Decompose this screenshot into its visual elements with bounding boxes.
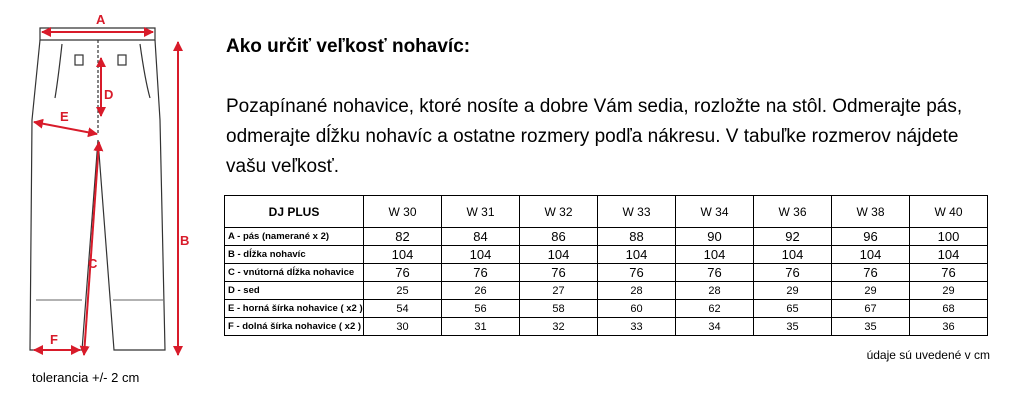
table-cell: 34 (676, 318, 754, 336)
measurement-lines (34, 32, 178, 355)
size-header: W 33 (598, 196, 676, 228)
row-label: E - horná šírka nohavice ( x2 ) (225, 300, 364, 318)
table-cell: 92 (754, 228, 832, 246)
table-cell: 68 (910, 300, 988, 318)
table-corner: DJ PLUS (225, 196, 364, 228)
table-row (225, 264, 988, 282)
table-cell: 76 (520, 264, 598, 282)
row-label: B - dĺžka nohavíc (225, 246, 364, 264)
size-header: W 31 (442, 196, 520, 228)
table-row (225, 246, 988, 264)
trousers-outline (30, 28, 165, 350)
instructions-text: Pozapínané nohavice, ktoré nosíte a dobre Vám sedia, rozložte na stôl. Odmerajte pás, odmerajte dĺžku nohavíc a ostatne rozmery podľa nákresu. V tabuľke rozmerov nájdete vašu veľkosť. (226, 96, 963, 177)
table-cell: 35 (754, 318, 832, 336)
table-cell: 96 (832, 228, 910, 246)
table-cell: 62 (676, 300, 754, 318)
table-cell: 90 (676, 228, 754, 246)
table-row (225, 318, 988, 336)
table-cell: 76 (754, 264, 832, 282)
table-row (225, 228, 988, 246)
table-cell: 28 (598, 282, 676, 300)
table-cell: 26 (442, 282, 520, 300)
units-note: údaje sú uvedené v cm (866, 348, 990, 362)
table-row (225, 300, 988, 318)
label-c: C (88, 256, 98, 271)
table-cell: 27 (520, 282, 598, 300)
tolerance-note: tolerancia +/- 2 cm (32, 370, 140, 385)
size-header: W 30 (364, 196, 442, 228)
table-cell: 88 (598, 228, 676, 246)
size-header: W 40 (910, 196, 988, 228)
size-table (224, 195, 988, 336)
label-e: E (60, 109, 69, 124)
table-cell: 76 (832, 264, 910, 282)
table-cell: 76 (364, 264, 442, 282)
label-a: A (96, 12, 106, 27)
table-cell: 28 (676, 282, 754, 300)
table-header-row (225, 196, 988, 228)
page-title: Ako určiť veľkosť nohavíc: (226, 36, 471, 57)
label-b: B (180, 233, 190, 248)
label-f: F (50, 332, 58, 347)
size-header: W 36 (754, 196, 832, 228)
table-cell: 104 (754, 246, 832, 264)
table-cell: 54 (364, 300, 442, 318)
table-cell: 104 (910, 246, 988, 264)
row-label: C - vnútorná dĺžka nohavice (225, 264, 364, 282)
table-cell: 104 (598, 246, 676, 264)
table-row (225, 282, 988, 300)
table-cell: 84 (442, 228, 520, 246)
size-header: W 34 (676, 196, 754, 228)
row-label: D - sed (225, 282, 364, 300)
table-cell: 29 (754, 282, 832, 300)
table-cell: 104 (832, 246, 910, 264)
table-cell: 76 (676, 264, 754, 282)
table-cell: 104 (442, 246, 520, 264)
table-cell: 67 (832, 300, 910, 318)
row-label: A - pás (namerané x 2) (225, 228, 364, 246)
table-cell: 35 (832, 318, 910, 336)
table-cell: 86 (520, 228, 598, 246)
table-cell: 32 (520, 318, 598, 336)
row-label: F - dolná šírka nohavice ( x2 ) (225, 318, 364, 336)
table-cell: 104 (364, 246, 442, 264)
trousers-measurement-diagram (0, 0, 210, 380)
table-cell: 25 (364, 282, 442, 300)
table-cell: 104 (520, 246, 598, 264)
table-cell: 36 (910, 318, 988, 336)
table-cell: 56 (442, 300, 520, 318)
table-cell: 60 (598, 300, 676, 318)
table-cell: 76 (598, 264, 676, 282)
table-cell: 100 (910, 228, 988, 246)
table-cell: 33 (598, 318, 676, 336)
table-cell: 31 (442, 318, 520, 336)
table-cell: 104 (676, 246, 754, 264)
table-cell: 65 (754, 300, 832, 318)
table-cell: 76 (910, 264, 988, 282)
table-cell: 30 (364, 318, 442, 336)
table-cell: 82 (364, 228, 442, 246)
label-d: D (104, 87, 114, 102)
table-cell: 29 (910, 282, 988, 300)
table-cell: 76 (442, 264, 520, 282)
table-cell: 58 (520, 300, 598, 318)
size-header: W 38 (832, 196, 910, 228)
size-header: W 32 (520, 196, 598, 228)
table-cell: 29 (832, 282, 910, 300)
